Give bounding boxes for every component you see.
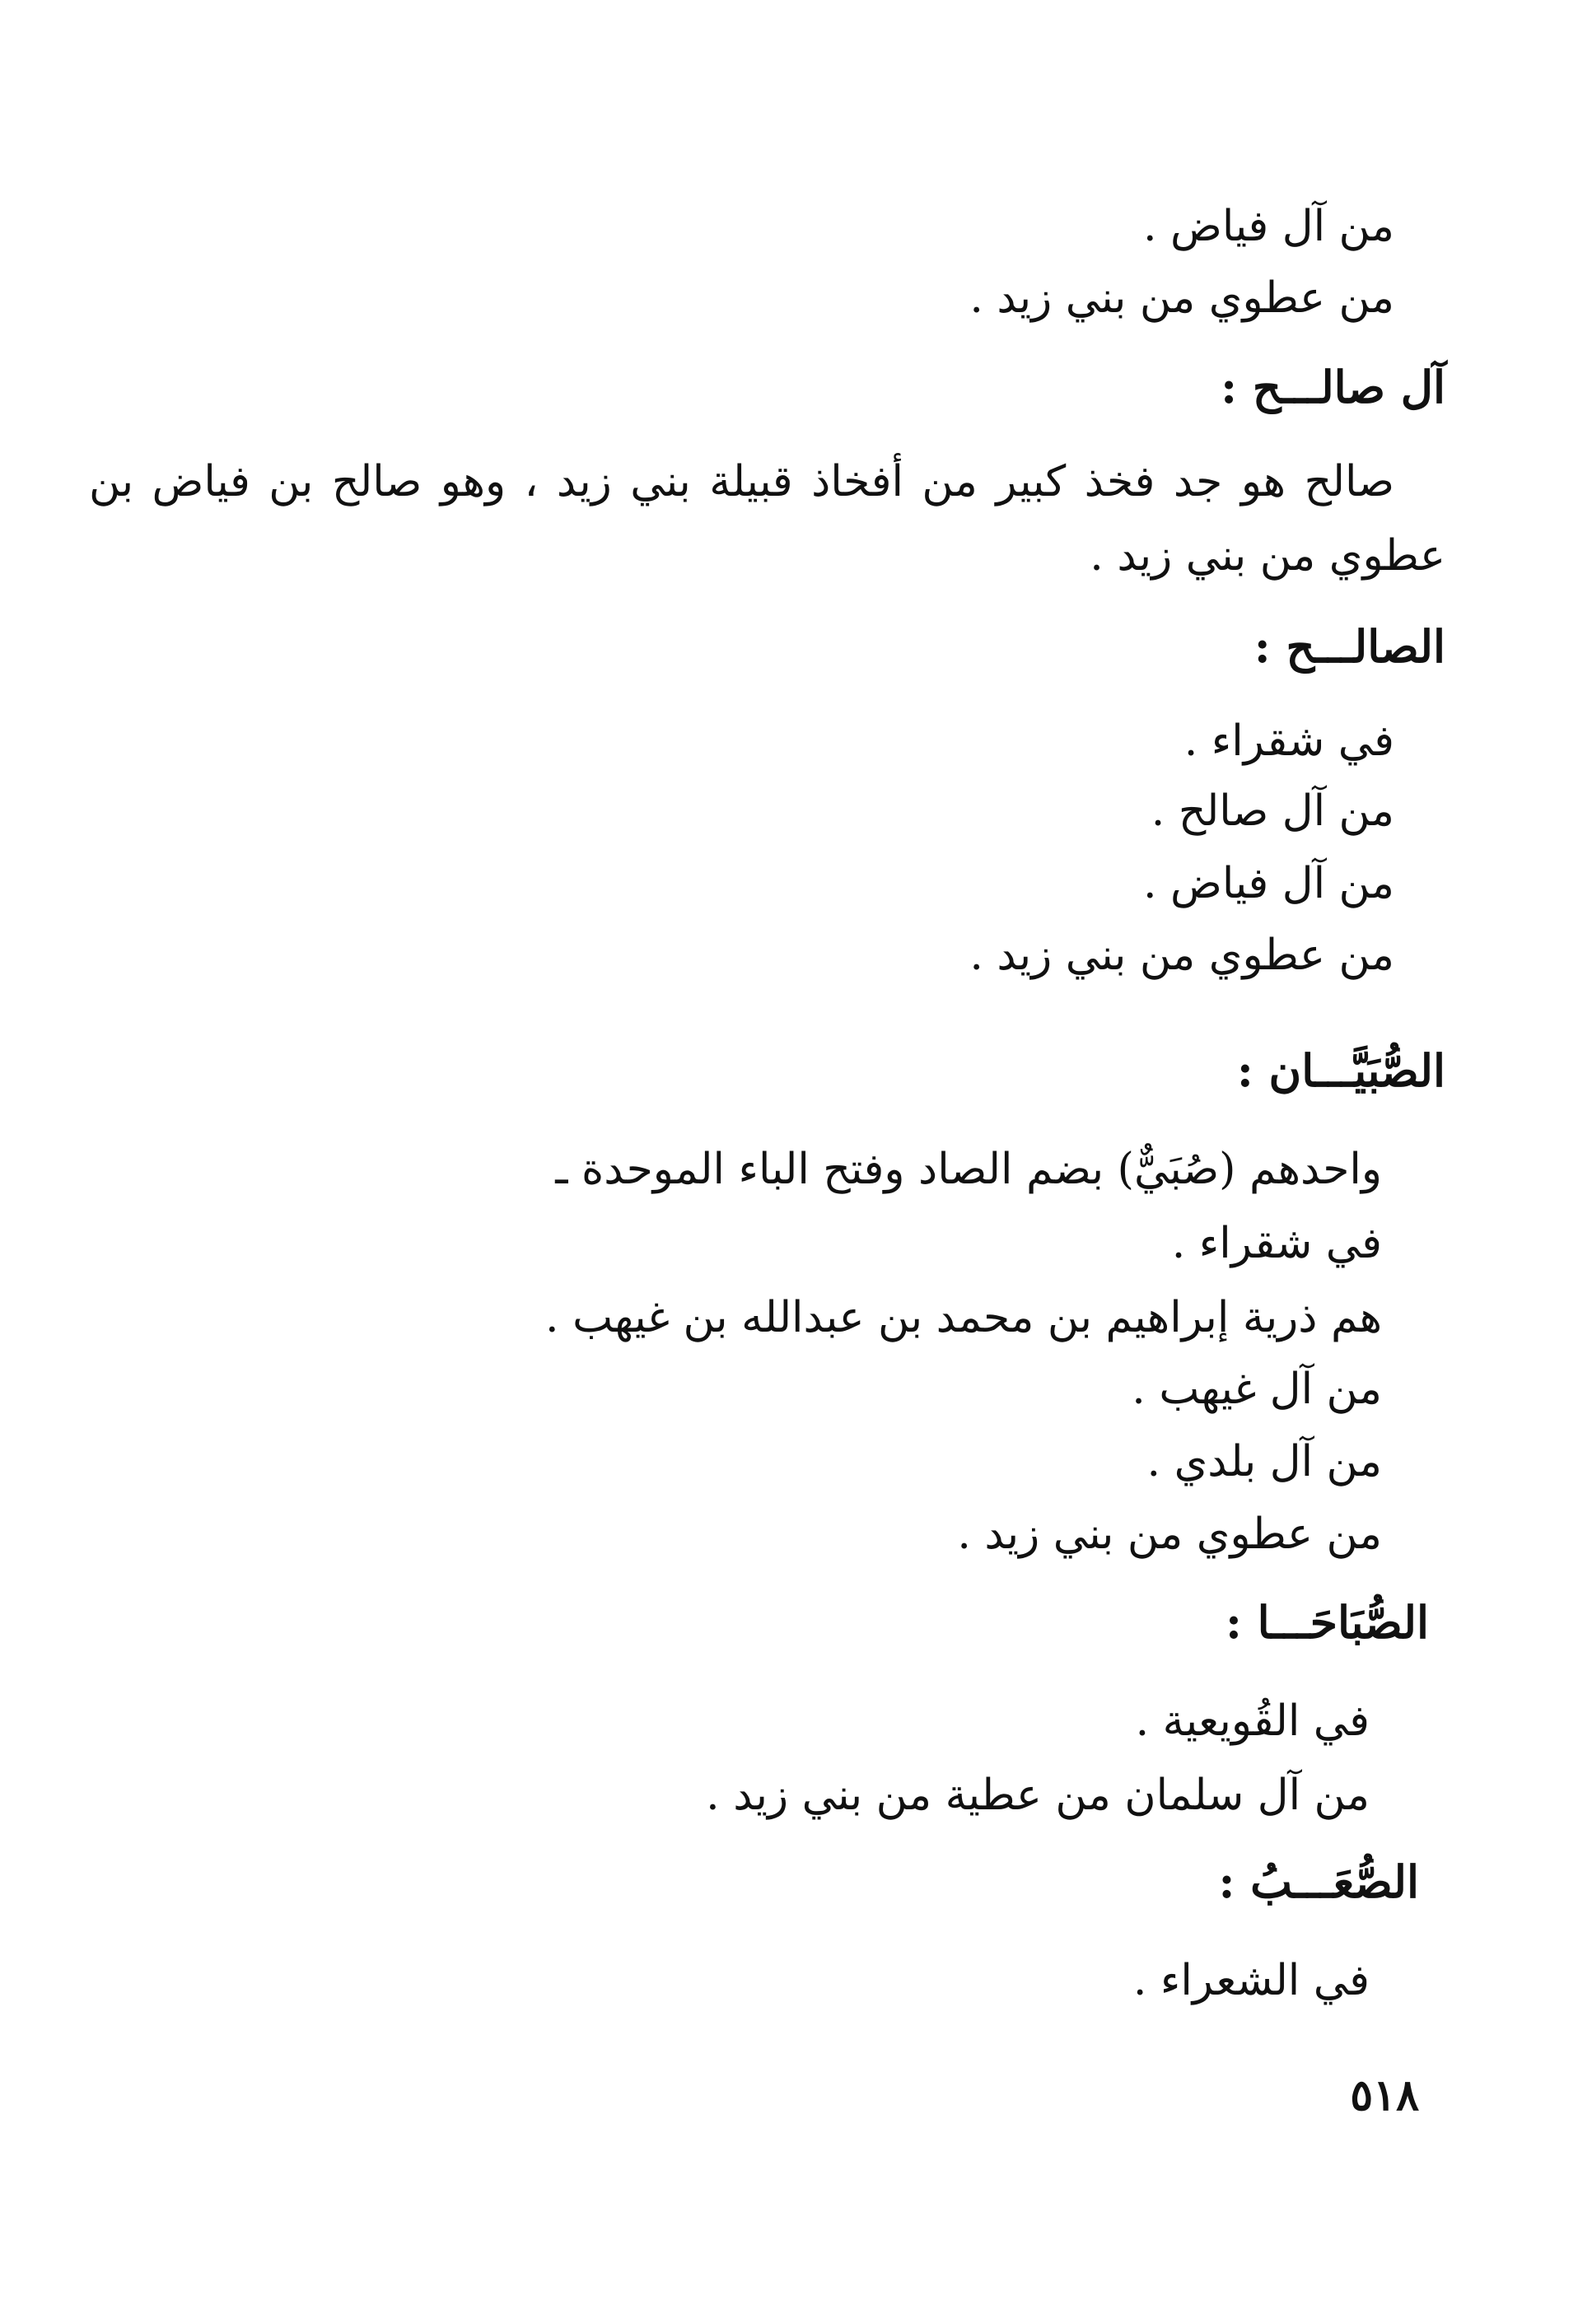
text-line: في الشعراء .: [1132, 1956, 1370, 2005]
text-line: من عطوي من بني زيد .: [969, 273, 1394, 323]
text-line: من عطوي من بني زيد .: [957, 1510, 1382, 1559]
paragraph-line: صالح هو جد فخذ كبير من أفخاذ قبيلة بني زيد ، وهو صالح بن فياض بن: [89, 457, 1394, 506]
section-heading: الصُّبَيَّـــان :: [1236, 1044, 1445, 1097]
text-line: من آل بلدي .: [1146, 1437, 1382, 1486]
text-line: من آل فياض .: [1142, 202, 1394, 251]
page-number: ٥١٨: [1350, 2070, 1419, 2121]
text-line: من آل فياض .: [1142, 859, 1394, 908]
text-line: هم ذرية إبراهيم بن محمد بن عبدالله بن غيهب .: [545, 1293, 1382, 1342]
text-line: في القُويعية .: [1135, 1696, 1370, 1746]
text-line: من عطوي من بني زيد .: [969, 931, 1394, 980]
section-heading: الصُّعَـــبُ :: [1218, 1855, 1419, 1908]
paragraph-line: عطوي من بني زيد .: [1090, 531, 1445, 581]
section-heading: الصُّبَاحَـــا :: [1225, 1596, 1429, 1649]
text-line: من آل صالح .: [1151, 786, 1394, 836]
section-heading: الصالـــح :: [1254, 620, 1445, 673]
text-line: من آل سلمان من عطية من بني زيد .: [706, 1771, 1370, 1820]
text-line: واحدهم (صُبَيٌّ) بضم الصاد وفتح الباء الموحدة ـ: [555, 1145, 1382, 1194]
text-line: في شقراء .: [1171, 1219, 1382, 1268]
text-line: في شقراء .: [1183, 716, 1394, 766]
text-line: من آل غيهب .: [1132, 1365, 1382, 1414]
section-heading: آل صالـــح :: [1221, 361, 1445, 413]
